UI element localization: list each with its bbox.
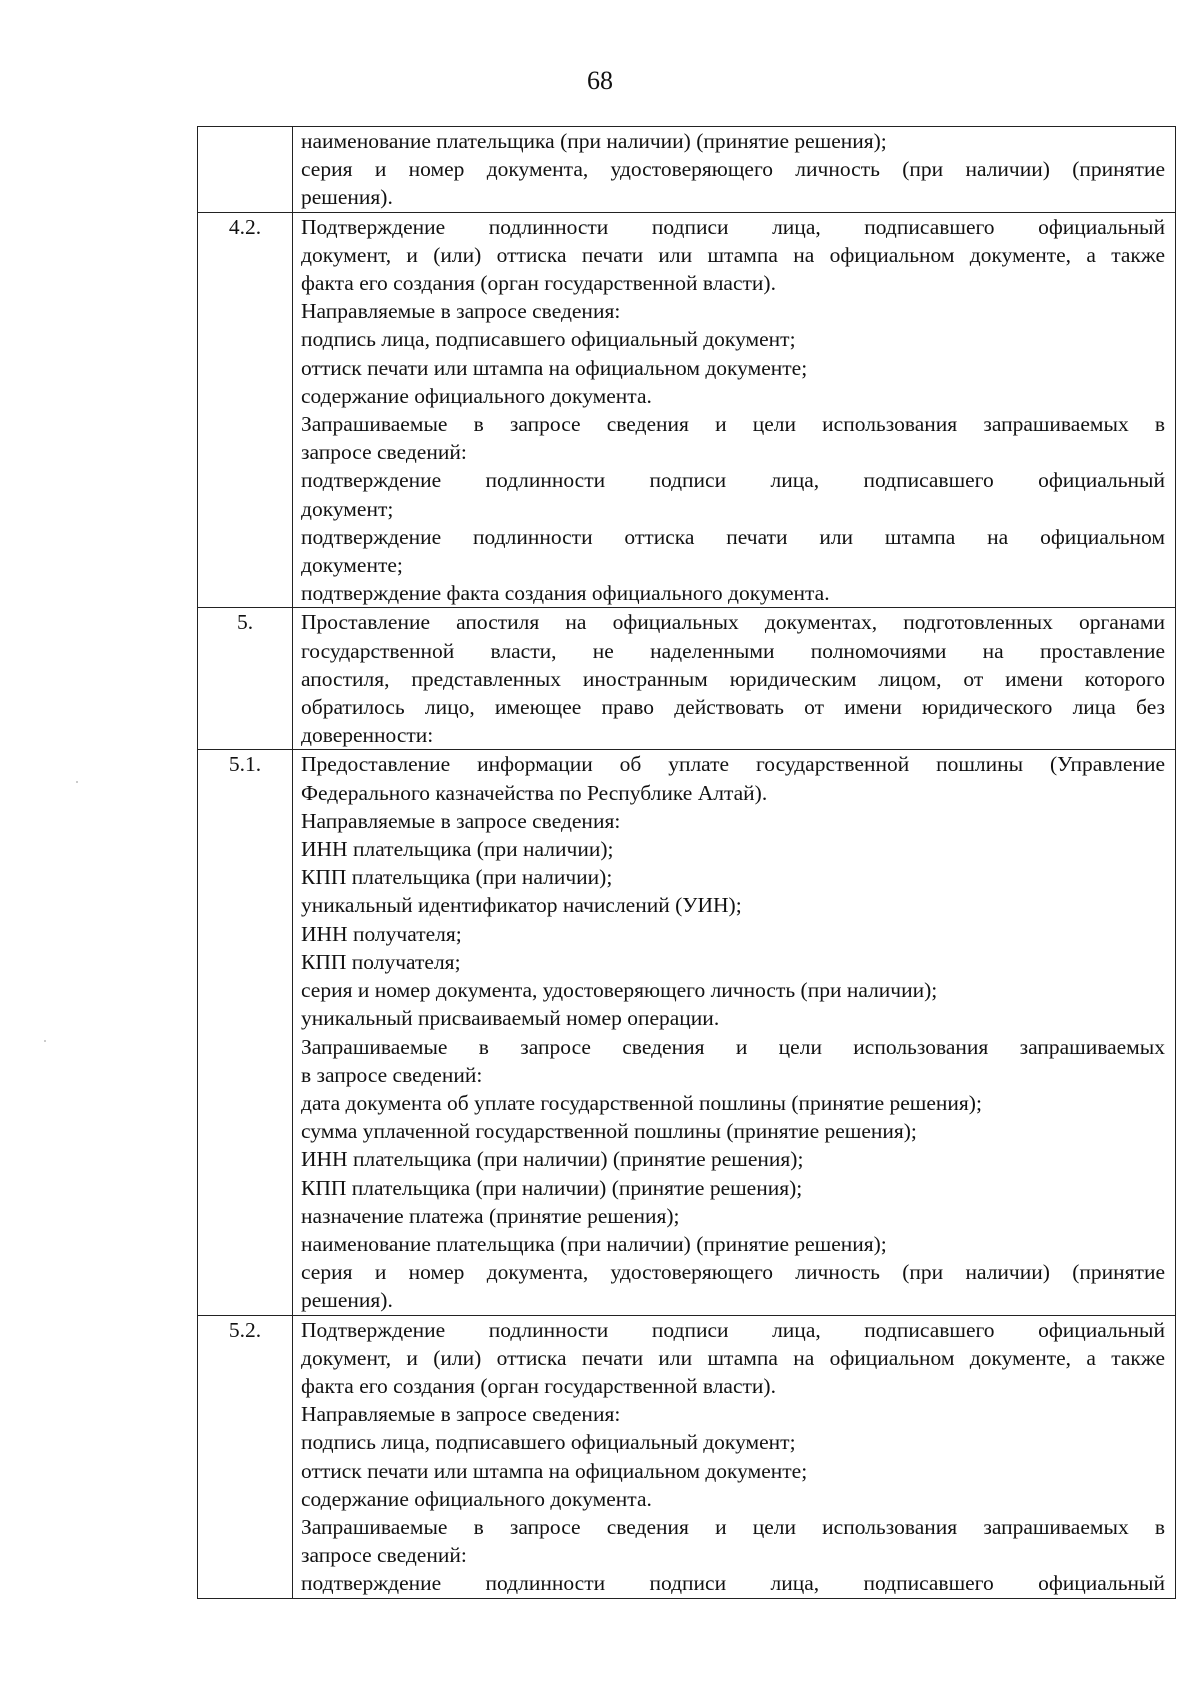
text-line: уникальный идентификатор начислений (УИН); [301, 893, 742, 918]
row-content [293, 127, 1176, 213]
text-line: Запрашиваемые в запросе сведения и цели использования запрашиваемых [301, 1034, 1165, 1059]
text-line: документе; [301, 553, 403, 578]
text-line: Направляемые в запросе сведения: [301, 808, 621, 833]
text-line: подтверждение подлинности подписи лица, подписавшего официальный [301, 1571, 1165, 1596]
text-line: подтверждение подлинности оттиска печати или штампа на официальном [301, 524, 1165, 549]
text-line: Проставление апостиля на официальных документах, подготовленных органами [301, 610, 1165, 635]
text-line: Федерального казначейства по Республике Алтай). [301, 780, 768, 805]
document-table [197, 126, 1176, 1599]
page-number: 68 [587, 66, 613, 95]
text-line: серия и номер документа, удостоверяющего личность (при наличии); [301, 978, 938, 1003]
text-line: назначение платежа (принятие решения); [301, 1203, 680, 1228]
row-content [293, 1315, 1176, 1598]
table-row [198, 750, 1176, 1315]
text-line: запросе сведений: [301, 440, 467, 465]
text-line: ИНН получателя; [301, 921, 462, 946]
text-line: КПП плательщика (при наличии); [301, 865, 613, 890]
text-line: оттиск печати или штампа на официальном документе; [301, 1458, 808, 1483]
text-line: государственной власти, не наделенными полномочиями на проставление [301, 638, 1165, 663]
table-row [198, 1315, 1176, 1598]
scan-speck [76, 781, 78, 783]
row-number: 5. [198, 608, 293, 750]
text-line: документ; [301, 496, 394, 521]
table-row [198, 608, 1176, 750]
table-row [198, 212, 1176, 608]
text-line: содержание официального документа. [301, 383, 652, 408]
text-line: подтверждение факта создания официального документа. [301, 581, 830, 606]
text-line: факта его создания (орган государственной власти). [301, 1373, 776, 1398]
text-line: решения). [301, 185, 393, 210]
scan-speck [44, 1040, 46, 1042]
text-line: Запрашиваемые в запросе сведения и цели использования запрашиваемых в [301, 412, 1165, 437]
text-line: подтверждение подлинности подписи лица, подписавшего официальный [301, 468, 1165, 493]
text-line: обратилось лицо, имеющее право действовать от имени юридического лица без [301, 695, 1165, 720]
text-line: факта его создания (орган государственной власти). [301, 271, 776, 296]
text-line: в запросе сведений: [301, 1062, 483, 1087]
row-content [293, 212, 1176, 608]
text-line: сумма уплаченной государственной пошлины (принятие решения); [301, 1119, 917, 1144]
table-body [198, 127, 1176, 1599]
text-line: Направляемые в запросе сведения: [301, 299, 621, 324]
text-line: Предоставление информации об уплате государственной пошлины (Управление [301, 752, 1165, 777]
text-line: серия и номер документа, удостоверяющего личность (при наличии) (принятие [301, 1260, 1165, 1285]
text-line: Подтверждение подлинности подписи лица, подписавшего официальный [301, 214, 1165, 239]
text-line: ИНН плательщика (при наличии); [301, 837, 614, 862]
text-line: Запрашиваемые в запросе сведения и цели использования запрашиваемых в [301, 1514, 1165, 1539]
text-line: наименование плательщика (при наличии) (принятие решения); [301, 1231, 887, 1256]
text-line: запросе сведений: [301, 1543, 467, 1568]
text-line: апостиля, представленных иностранным юридическим лицом, от имени которого [301, 666, 1165, 691]
text-line: Подтверждение подлинности подписи лица, подписавшего официальный [301, 1317, 1165, 1342]
text-line: КПП плательщика (при наличии) (принятие решения); [301, 1175, 803, 1200]
text-line: подпись лица, подписавшего официальный документ; [301, 327, 796, 352]
text-line: Направляемые в запросе сведения: [301, 1402, 621, 1427]
text-line: доверенности: [301, 723, 434, 748]
text-line: наименование плательщика (при наличии) (принятие решения); [301, 129, 887, 153]
text-line: КПП получателя; [301, 949, 461, 974]
text-line: документ, и (или) оттиска печати или штампа на официальном документе, а также [301, 242, 1165, 267]
text-line: дата документа об уплате государственной пошлины (принятие решения); [301, 1090, 982, 1115]
row-number: 5.2. [198, 1315, 293, 1598]
row-number: 5.1. [198, 750, 293, 1315]
text-line: содержание официального документа. [301, 1486, 652, 1511]
text-line: документ, и (или) оттиска печати или штампа на официальном документе, а также [301, 1345, 1165, 1370]
text-line: серия и номер документа, удостоверяющего личность (при наличии) (принятие [301, 157, 1165, 182]
text-line: ИНН плательщика (при наличии) (принятие решения); [301, 1147, 804, 1172]
text-line: уникальный присваиваемый номер операции. [301, 1006, 720, 1031]
text-line: подпись лица, подписавшего официальный документ; [301, 1430, 796, 1455]
text-line: решения). [301, 1288, 393, 1313]
table-row [198, 127, 1176, 213]
row-number: 4.2. [198, 212, 293, 608]
row-content [293, 750, 1176, 1315]
text-line: оттиск печати или штампа на официальном документе; [301, 355, 808, 380]
row-number [198, 127, 293, 213]
row-content [293, 608, 1176, 750]
